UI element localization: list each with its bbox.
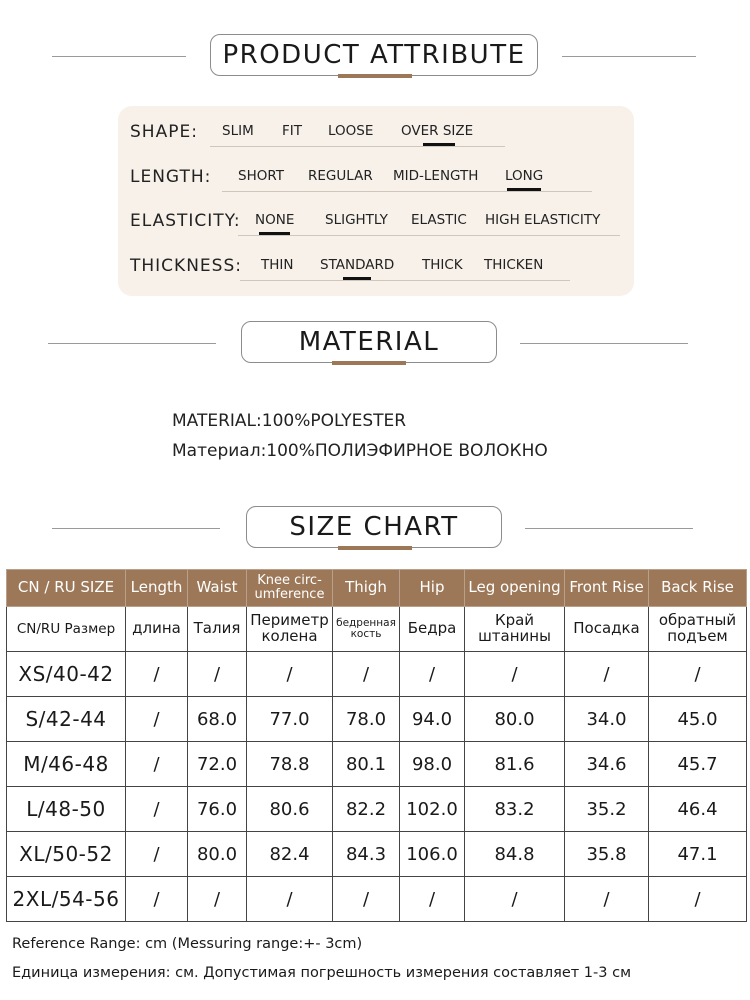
table-cell: 106.0 [400, 832, 465, 877]
table-cell: 77.0 [247, 697, 333, 742]
table-cell: 102.0 [400, 787, 465, 832]
table-cell: 35.8 [565, 832, 649, 877]
attr-option: SLIM [222, 123, 254, 139]
attr-option: FIT [282, 123, 302, 139]
size-label-cell: S/42-44 [7, 697, 126, 742]
attr-label: THICKNESS: [130, 256, 242, 276]
size-label-cell: M/46-48 [7, 742, 126, 787]
material-header [0, 321, 750, 367]
material-ru: Материал:100%ПОЛИЭФИРНОЕ ВОЛОКНО [172, 441, 548, 461]
attr-option: SHORT [238, 168, 284, 184]
section-title: PRODUCT ATTRIBUTE [210, 34, 538, 76]
attr-option: THIN [261, 257, 294, 273]
table-cell: / [126, 652, 188, 697]
header-cell: Leg opening [465, 570, 565, 607]
attr-option: HIGH ELASTICITY [485, 212, 601, 228]
table-cell: 84.8 [465, 832, 565, 877]
accent-bar [338, 546, 412, 550]
attr-baseline [240, 280, 570, 281]
size-chart-table [6, 569, 747, 922]
table-cell: 45.7 [649, 742, 747, 787]
attr-label: ELASTICITY: [130, 211, 241, 231]
attr-baseline [238, 235, 620, 236]
header-cell: Back Rise [649, 570, 747, 607]
header-cell: Hip [400, 570, 465, 607]
divider-line [48, 343, 216, 344]
header-cell: Waist [188, 570, 247, 607]
table-cell: 46.4 [649, 787, 747, 832]
table-cell: 78.0 [333, 697, 400, 742]
size-label-cell: L/48-50 [7, 787, 126, 832]
table-cell: / [126, 877, 188, 922]
table-cell: / [188, 652, 247, 697]
table-ru-header-row [7, 607, 747, 652]
attr-option-selected: OVER SIZE [401, 123, 473, 139]
attr-option-selected: LONG [505, 168, 543, 184]
ru-header-cell: Край штанины [465, 607, 565, 652]
table-header-row [7, 570, 747, 607]
table-cell: / [465, 652, 565, 697]
table-cell: / [247, 877, 333, 922]
header-cell: Length [126, 570, 188, 607]
size-label-cell: XL/50-52 [7, 832, 126, 877]
divider-line [562, 56, 696, 57]
table-cell: / [188, 877, 247, 922]
table-row [7, 832, 747, 877]
table-cell: / [126, 832, 188, 877]
material-en: MATERIAL:100%POLYESTER [172, 411, 407, 431]
ru-header-cell: длина [126, 607, 188, 652]
attr-baseline [222, 191, 592, 192]
table-cell: / [400, 652, 465, 697]
attr-option: THICK [422, 257, 463, 273]
attribute-card [118, 106, 634, 296]
table-cell: / [565, 652, 649, 697]
attr-option: LOOSE [328, 123, 374, 139]
divider-line [52, 56, 186, 57]
attr-option: ELASTIC [411, 212, 467, 228]
size-chart-header [0, 506, 750, 552]
table-cell: 82.4 [247, 832, 333, 877]
attr-option: SLIGHTLY [325, 212, 388, 228]
size-label-cell: XS/40-42 [7, 652, 126, 697]
divider-line [520, 343, 688, 344]
table-cell: 84.3 [333, 832, 400, 877]
table-cell: 98.0 [400, 742, 465, 787]
ru-header-cell: Периметр колена [247, 607, 333, 652]
product-attribute-header [0, 34, 750, 80]
table-row [7, 877, 747, 922]
attr-row-shape [130, 118, 630, 148]
table-cell: / [649, 652, 747, 697]
attr-option: MID-LENGTH [393, 168, 479, 184]
table-cell: / [126, 787, 188, 832]
table-cell: 35.2 [565, 787, 649, 832]
table-cell: 80.1 [333, 742, 400, 787]
table-row [7, 652, 747, 697]
ru-header-cell: бедренная кость [333, 607, 400, 652]
section-title: SIZE CHART [246, 506, 502, 548]
divider-line [52, 528, 220, 529]
selected-underline [423, 143, 455, 146]
attr-baseline [210, 146, 505, 147]
table-cell: 82.2 [333, 787, 400, 832]
table-row [7, 697, 747, 742]
ru-header-cell: Талия [188, 607, 247, 652]
table-cell: / [247, 652, 333, 697]
table-cell: / [649, 877, 747, 922]
attr-label: SHAPE: [130, 122, 198, 142]
attr-label: LENGTH: [130, 167, 212, 187]
reference-note-ru: Единица измерения: см. Допустимая погрешность измерения составляет 1-3 см [12, 965, 632, 981]
table-cell: 80.6 [247, 787, 333, 832]
table-cell: / [126, 697, 188, 742]
table-cell: 80.0 [188, 832, 247, 877]
attr-row-elasticity [130, 207, 630, 237]
header-cell: Knee circ-umference [247, 570, 333, 607]
header-cell: Thigh [333, 570, 400, 607]
table-cell: / [400, 877, 465, 922]
table-cell: 45.0 [649, 697, 747, 742]
selected-underline [343, 277, 371, 280]
attr-option-selected: STANDARD [320, 257, 394, 273]
table-cell: 34.6 [565, 742, 649, 787]
header-cell: CN / RU SIZE [7, 570, 126, 607]
ru-header-cell: Посадка [565, 607, 649, 652]
table-row [7, 742, 747, 787]
reference-note-en: Reference Range: cm (Messuring range:+- 3cm) [12, 936, 363, 952]
section-title: MATERIAL [241, 321, 497, 363]
header-cell: Front Rise [565, 570, 649, 607]
table-cell: 80.0 [465, 697, 565, 742]
table-cell: 72.0 [188, 742, 247, 787]
table-cell: 81.6 [465, 742, 565, 787]
table-cell: 83.2 [465, 787, 565, 832]
table-cell: / [465, 877, 565, 922]
attr-row-length [130, 163, 630, 193]
table-cell: 94.0 [400, 697, 465, 742]
table-cell: 78.8 [247, 742, 333, 787]
ru-header-cell: обратный подъем [649, 607, 747, 652]
attr-option: THICKEN [484, 257, 544, 273]
selected-underline [507, 188, 541, 191]
attr-row-thickness [130, 252, 630, 282]
attr-option: REGULAR [308, 168, 373, 184]
table-cell: 76.0 [188, 787, 247, 832]
size-label-cell: 2XL/54-56 [7, 877, 126, 922]
selected-underline [259, 232, 290, 235]
table-cell: / [126, 742, 188, 787]
accent-bar [338, 74, 412, 78]
table-cell: 68.0 [188, 697, 247, 742]
table-cell: 47.1 [649, 832, 747, 877]
ru-header-cell: Бедра [400, 607, 465, 652]
table-cell: 34.0 [565, 697, 649, 742]
divider-line [525, 528, 693, 529]
attr-option-selected: NONE [255, 212, 294, 228]
table-row [7, 787, 747, 832]
table-cell: / [565, 877, 649, 922]
table-cell: / [333, 877, 400, 922]
ru-header-cell: CN/RU Размер [7, 607, 126, 652]
accent-bar [332, 361, 406, 365]
table-cell: / [333, 652, 400, 697]
